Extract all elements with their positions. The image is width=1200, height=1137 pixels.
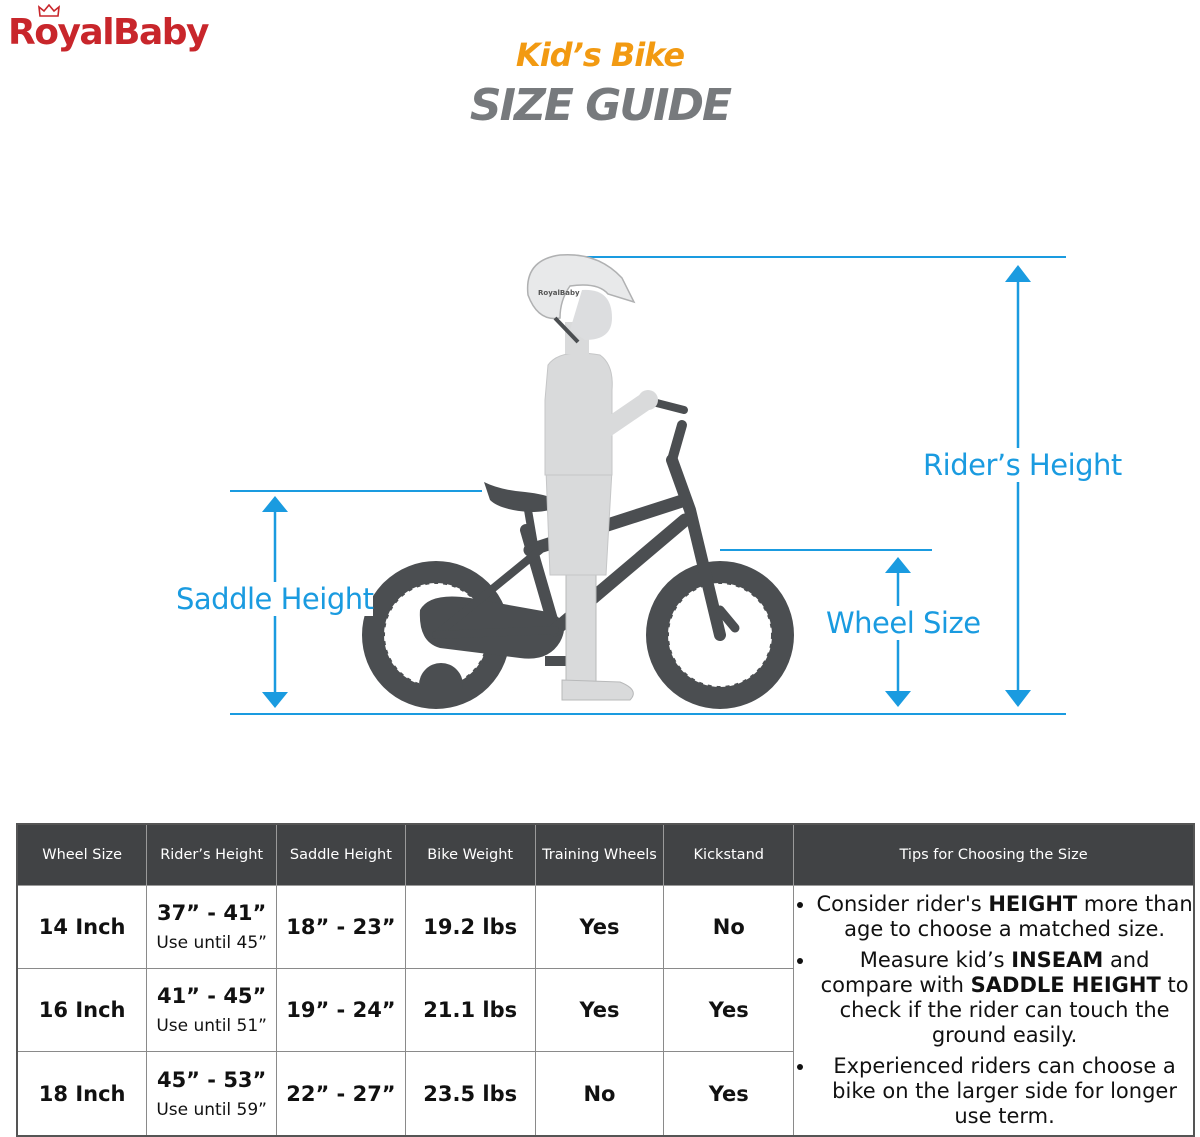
tip-item: • Measure kid’s INSEAM and compare with SADDLE HEIGHT to check if the rider can touch the ground easily.	[816, 948, 1193, 1048]
cell-training-wheels: Yes	[535, 886, 664, 969]
tip-item: • Experienced riders can choose a bike on the larger side for longer use term.	[816, 1054, 1193, 1129]
cell-bike-weight: 23.5 lbs	[405, 1052, 535, 1136]
cell-kickstand: No	[664, 886, 794, 969]
header-wheel-size: Wheel Size	[17, 824, 147, 886]
use-until: Use until 45”	[156, 933, 267, 954]
wheel-size-label: Wheel Size	[826, 606, 981, 640]
cell-kickstand: Yes	[664, 1052, 794, 1136]
cell-rider-height	[147, 1052, 277, 1136]
cell-saddle-height: 22” - 27”	[277, 1052, 406, 1136]
riders-height-label: Rider’s Height	[923, 448, 1122, 482]
cell-wheel-size: 16 Inch	[17, 969, 147, 1052]
cell-training-wheels: No	[535, 1052, 664, 1136]
cell-rider-height	[147, 969, 277, 1052]
size-table	[16, 823, 1195, 1137]
tips-list	[794, 892, 1193, 1129]
cell-bike-weight: 21.1 lbs	[405, 969, 535, 1052]
cell-rider-height	[147, 886, 277, 969]
tip-item: • Consider rider's HEIGHT more than age to choose a matched size.	[816, 892, 1193, 942]
helmet-logo-text: RoyalBaby	[538, 289, 580, 297]
cell-kickstand: Yes	[664, 969, 794, 1052]
cell-saddle-height: 19” - 24”	[277, 969, 406, 1052]
bike-size-diagram	[0, 230, 1200, 730]
table-header-row	[17, 824, 1194, 886]
cell-saddle-height: 18” - 23”	[277, 886, 406, 969]
cell-wheel-size: 18 Inch	[17, 1052, 147, 1136]
cell-training-wheels: Yes	[535, 969, 664, 1052]
cell-wheel-size: 14 Inch	[17, 886, 147, 969]
header-tips: Tips for Choosing the Size	[794, 824, 1194, 886]
header-riders-height: Rider’s Height	[147, 824, 277, 886]
header-saddle-height: Saddle Height	[277, 824, 406, 886]
rider-height-range: 45” - 53”	[156, 1067, 267, 1092]
header-kickstand: Kickstand	[664, 824, 794, 886]
title-kids-bike: Kid’s Bike	[515, 36, 685, 74]
saddle-height-label: Saddle Height	[176, 582, 374, 616]
rider-height-arrow	[1005, 265, 1031, 707]
header-bike-weight: Bike Weight	[405, 824, 535, 886]
use-until: Use until 59”	[156, 1099, 267, 1120]
table-row	[17, 886, 1194, 969]
use-until: Use until 51”	[156, 1016, 267, 1037]
title-size-guide: SIZE GUIDE	[469, 80, 731, 131]
rider-height-range: 37” - 41”	[156, 901, 267, 926]
cell-bike-weight: 19.2 lbs	[405, 886, 535, 969]
header-training-wheels: Training Wheels	[535, 824, 664, 886]
rider-height-range: 41” - 45”	[156, 984, 267, 1009]
logo-text: RoyalBaby	[8, 12, 209, 53]
cell-tips	[794, 886, 1194, 1137]
